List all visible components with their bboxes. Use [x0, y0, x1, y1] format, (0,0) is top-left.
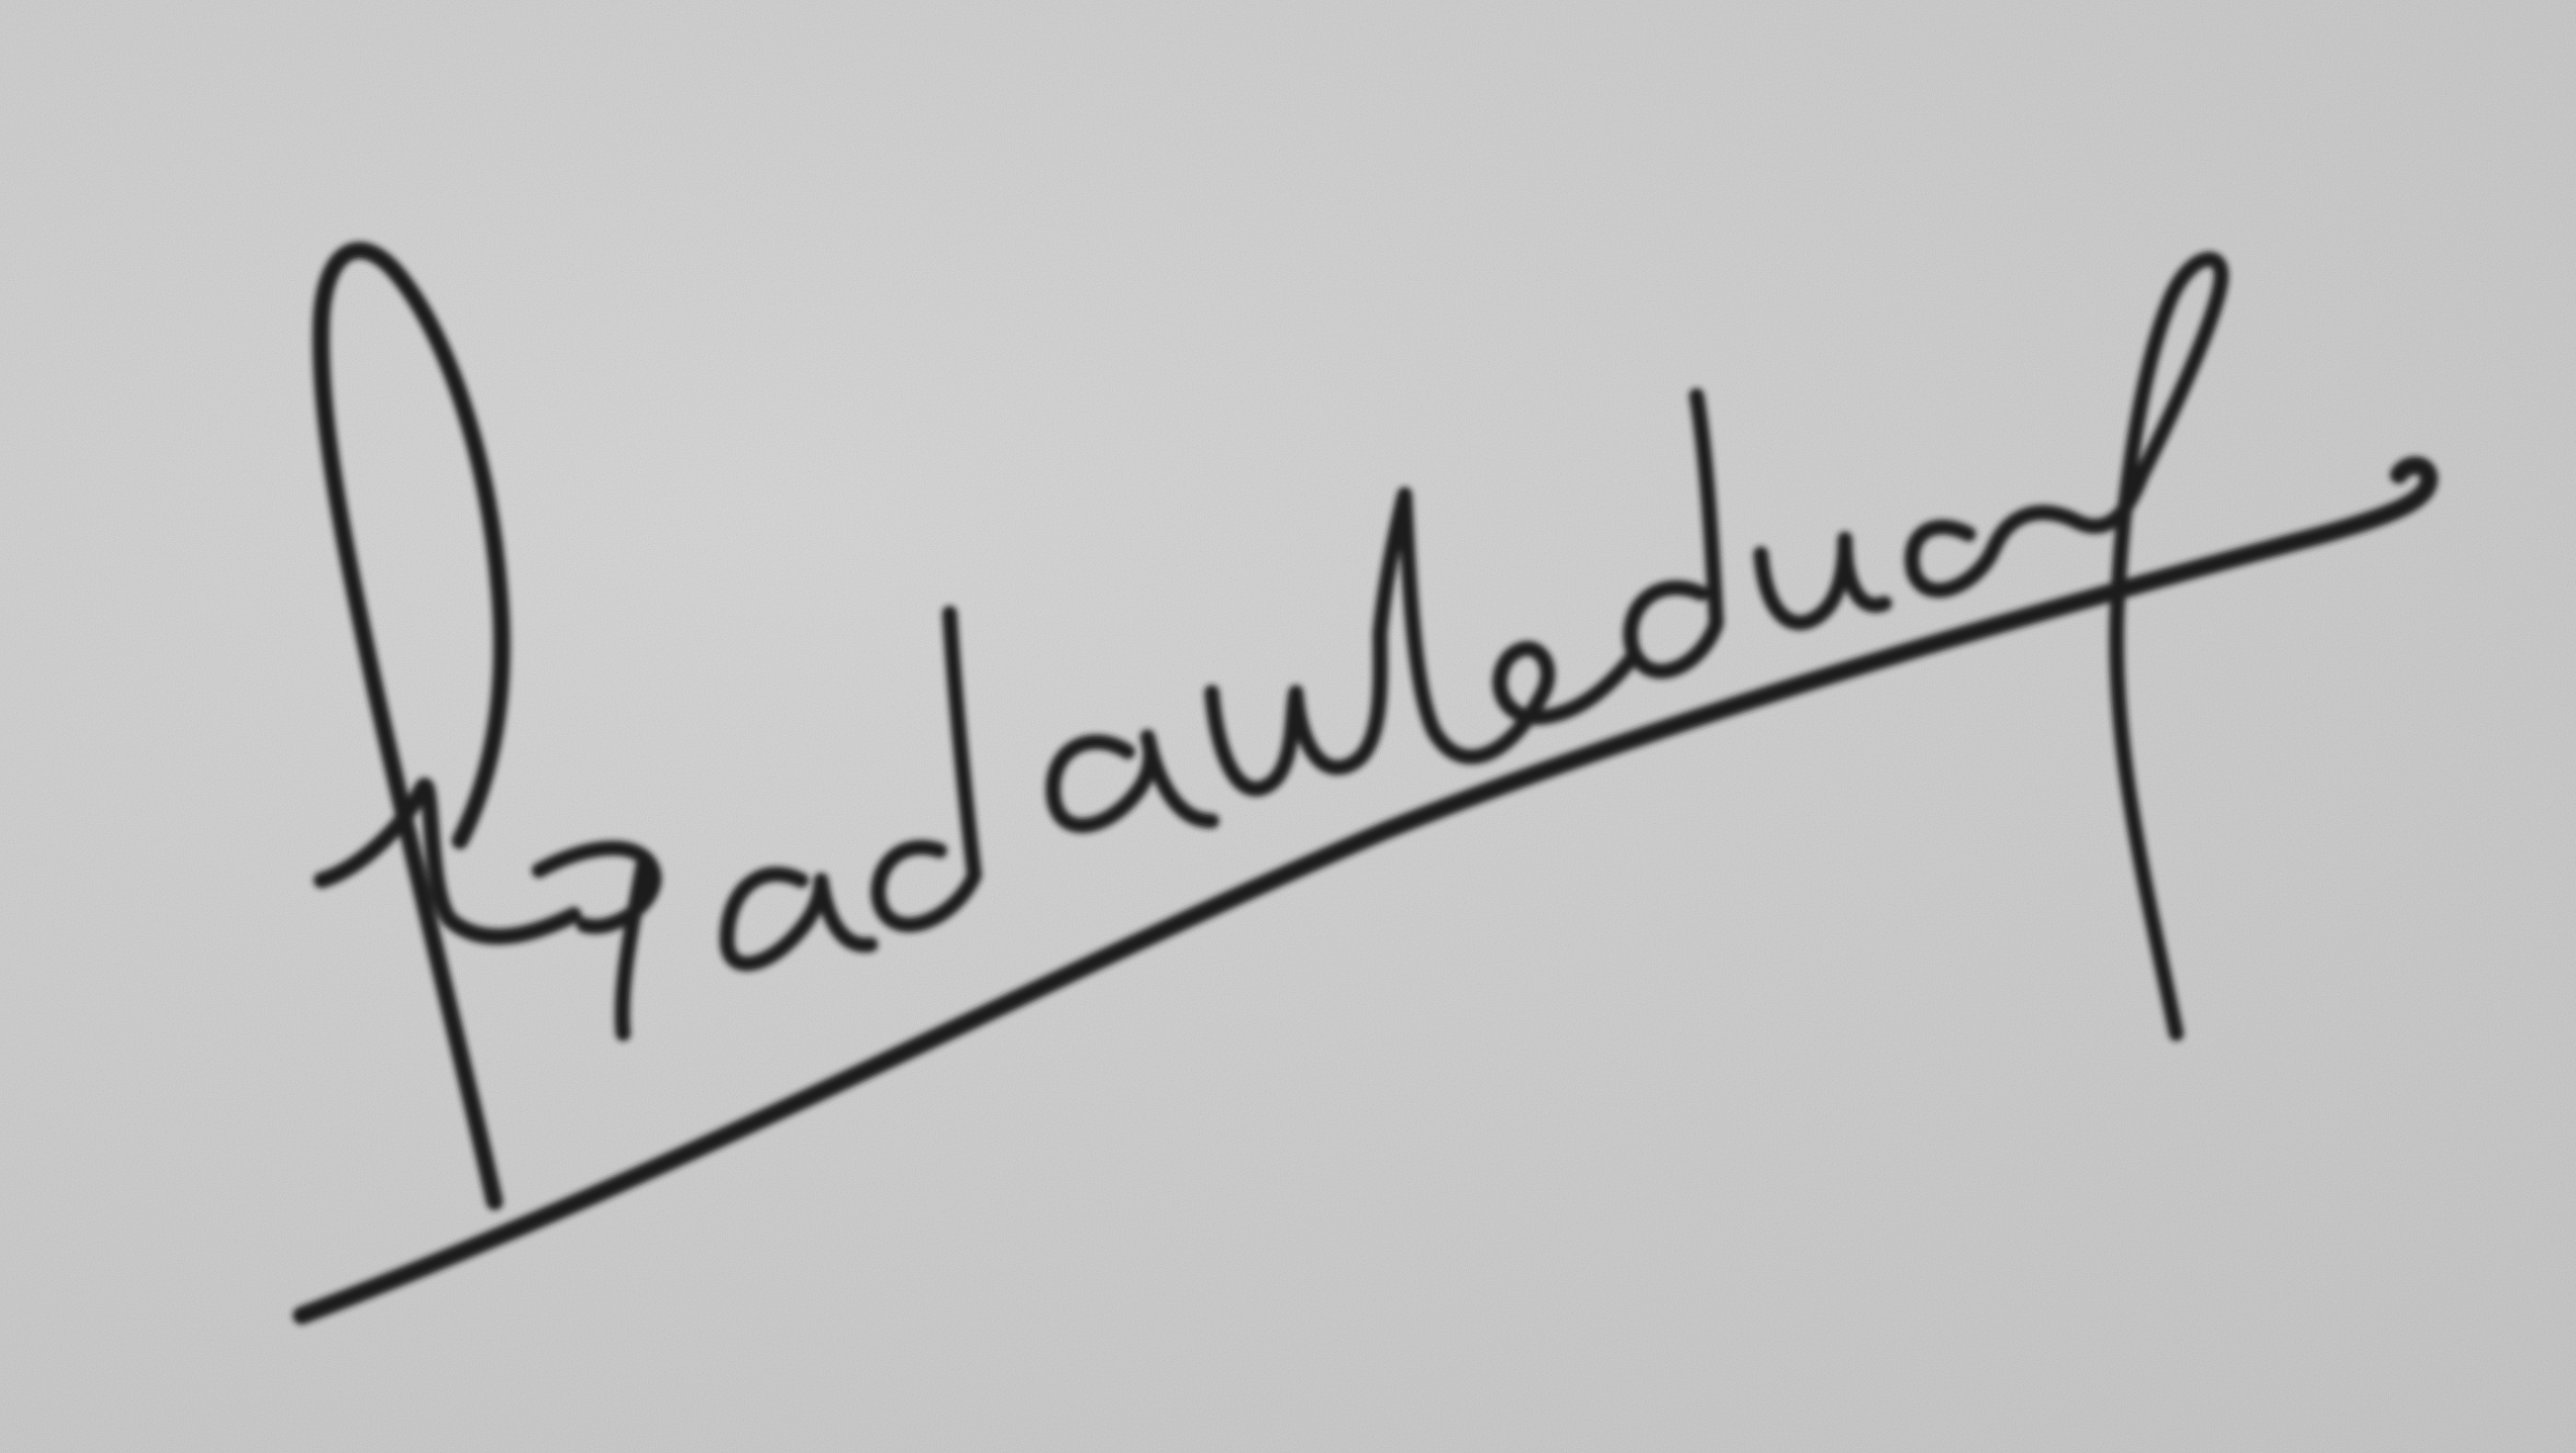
signature-stroke-r-leg	[322, 785, 574, 937]
signature-underline	[302, 466, 2429, 1316]
signature-stroke-q	[539, 849, 654, 1035]
signature-stroke-a1	[727, 874, 871, 964]
signature-stroke-r-loop	[321, 250, 502, 1202]
signature-stroke-w	[1212, 495, 1405, 789]
signature-stroke-le	[1405, 495, 1632, 757]
signature-stroke-u	[1761, 539, 1885, 623]
signature-stroke-final	[1912, 259, 2222, 1034]
signature-stroke-d	[878, 613, 974, 925]
signature-stroke-a2	[1054, 737, 1212, 826]
signature-stroke-d2	[1630, 396, 1716, 672]
